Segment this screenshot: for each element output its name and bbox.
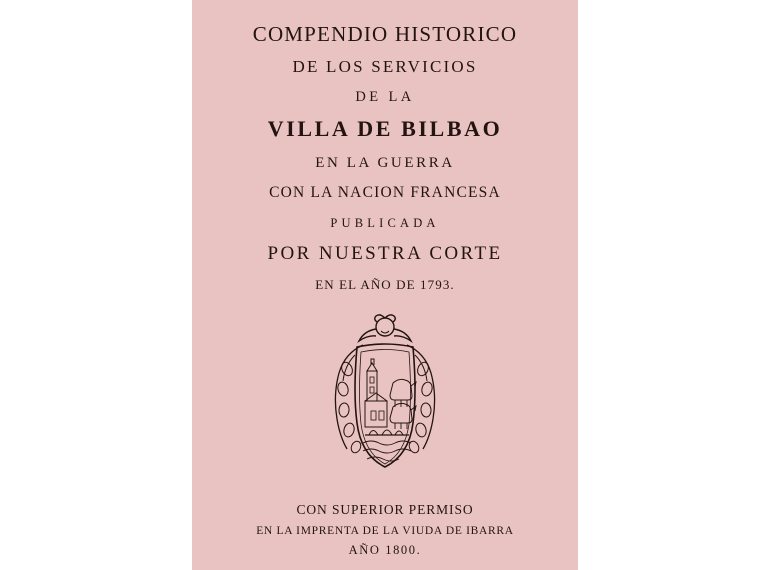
colophon-line-3: AÑO 1800. — [348, 543, 422, 557]
coat-of-arms-icon — [285, 307, 485, 492]
title-line-1: COMPENDIO HISTORICO — [252, 22, 518, 46]
colophon-line-2: EN LA IMPRENTA DE LA VIUDA DE IBARRA — [256, 525, 514, 537]
title-line-6: CON LA NACION FRANCESA — [269, 184, 501, 201]
title-line-2: DE LOS SERVICIOS — [292, 57, 478, 76]
title-page-sheet — [192, 0, 578, 570]
colophon-line-1: CON SUPERIOR PERMISO — [296, 502, 474, 517]
colophon — [192, 502, 578, 558]
title-line-3: DE LA — [355, 89, 415, 105]
title-line-9: EN EL AÑO DE 1793. — [315, 277, 455, 292]
title-line-8: POR NUESTRA CORTE — [267, 243, 503, 264]
title-line-7: PUBLICADA — [330, 216, 440, 230]
title-line-5: EN LA GUERRA — [315, 155, 455, 171]
title-line-4: VILLA DE BILBAO — [267, 116, 503, 141]
